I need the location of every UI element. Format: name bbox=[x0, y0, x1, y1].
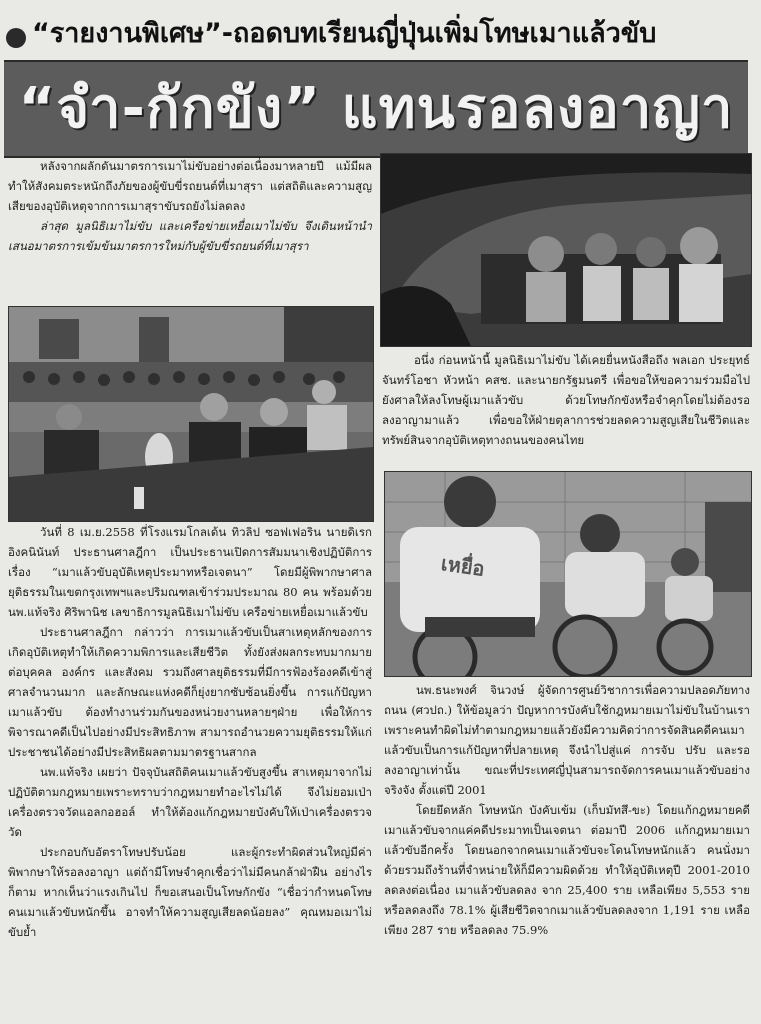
car-checkpoint-illustration bbox=[381, 154, 751, 346]
left-paragraph-1: วันที่ 8 เม.ย.2558 ที่โรงแรมโกลเด้น ทิวลิป ซอฟเฟอริน นายดิเรก อิงคนินันท์ ประธานศาลฎีกา เป็นประธานเปิดการสัมมนาเชิงปฏิบัติการ เรื่อง “เมาแล้วขับอุบัติเหตุประมาทหรือเจตนา” โดยมีผู้พิพากษาศาลยุติธรรมในเขตกรุงเทพฯและปริมณฑลเข้าร่วมประมาณ 80 คน พร้อมด้วย นพ.แท้จริง ศิริพานิช เลขาธิการมูลนิธิเมาไม่ขับ เครือข่ายเหยื่อเมาแล้วขับ bbox=[8, 525, 372, 619]
left-paragraph-2: ประธานศาลฎีกา กล่าวว่า การเมาแล้วขับเป็นสาเหตุหลักของการเกิดอุบัติเหตุทำให้เกิดความพิการและเสียชีวิต ทั้งยังส่งผลกระทบมากมายต่อบุคคล องค์กร และสังคม รวมถึงศาลยุติธรรมที่มีการฟ้องร้องคดีเข้าสู่ศาลจำนวนมาก และลักษณะแห่งคดีก็ยุ่งยากซับซ้อนยิ่งขึ้น การแก้ปัญหาเมาแล้วขับ ต้องทำงานร่วมกันของหน่วยงานหลายๆฝ่าย เพื่อให้การพิจารณาคดีเป็นไปอย่างมีประสิทธิภาพ สามารถอำนวยความยุติธรรมให้แก่ประชาชนได้อย่างมีประสิทธิผลตามมาตรฐานสากล bbox=[8, 625, 372, 759]
photo-car-checkpoint bbox=[380, 153, 752, 347]
headline-bar bbox=[4, 60, 748, 158]
right-paragraph-2: โดยยึดหลัก โทษหนัก บังคับเข้ม (เก็บมัทสึ-ขะ) โดยแก้กฎหมายคดีเมาแล้วขับจากแค่คดีประมาทเป็นเจตนา ต่อมาปี 2006 แก้กฎหมายเมาแล้วขับอีกครั้ง โดยนอกจากคนเมาแล้วขับจะโดนโทษหนักแล้ว คนนั่งมาด้วยรวมถึงร้านที่จำหน่ายให้ก็มีความผิดด้วย ทำให้อุบัติเหตุปี 2001-2010 ลดลงต่อเนื่อง เมาแล้วขับลดลง จาก 25,400 ราย เหลือเพียง 5,553 ราย หรือลดลงถึง 78.1% ผู้เสียชีวิตจากเมาแล้วขับลดลงจาก 1,191 ราย เหลือเพียง 287 ราย หรือลดลง 75.9% bbox=[384, 803, 750, 937]
shirt-text: เหยื่อ bbox=[439, 551, 487, 581]
right-top-paragraph: อนึ่ง ก่อนหน้านี้ มูลนิธิเมาไม่ขับ ได้เคยยื่นหนังสือถึง พลเอก ประยุทธ์ จันทร์โอชา หัวหน้า คสช. และนายกรัฐมนตรี เพื่อขอให้ขอความร่วมมือไปยังศาลให้ลงโทษผู้เมาแล้วขับ ด้วยโทษกักขังหรือจำคุกโดยไม่ต้องรอลงอาญามาแล้ว เพื่อขอให้ฝ่ายตุลาการช่วยลดความสูญเสียในชีวิตและทรัพย์สินจากอุบัติเหตุทางถนนของคนไทย bbox=[382, 353, 750, 447]
intro-paragraph-1: หลังจากผลักดันมาตรการเมาไม่ขับอย่างต่อเนื่องมาหลายปี แม้มีผลทำให้สังคมตระหนักถึงภัยของผู้ขับขี่รถยนต์ที่เมาสุรา แต่สถิติและความสูญเสียของอุบัติเหตุจากการเมาสุราขับรถยังไม่ลดลง bbox=[8, 159, 372, 213]
headline: “จำ-กักขัง” แทนรอลงอาญา bbox=[18, 76, 734, 141]
right-paragraph-1: นพ.ธนะพงศ์ จินวงษ์ ผู้จัดการศูนย์วิชาการเพื่อความปลอดภัยทางถนน (ศวปถ.) ให้ข้อมูลว่า ปัญหาการบังคับใช้กฎหมายเมาไม่ขับในบ้านเราเพราะคนทำผิดไม่ทำตามกฎหมายแล้วยังมีความคิดว่าการจัดสินคดีคนเมาแล้วขับเป็นการแก้ปัญหาที่ปลายเหตุ จึงนำไปสู่แค่ การจับ ปรับ และรอลงอาญาเท่านั้น ขณะที่ประเทศญี่ปุ่นสามารถจัดการคนเมาแล้วขับอย่างจริงจัง ตั้งแต่ปี 2001 bbox=[384, 683, 750, 797]
right-bottom-text bbox=[384, 680, 750, 1020]
bullet-icon bbox=[6, 28, 26, 48]
intro-paragraph-2: ล่าสุด มูลนิธิเมาไม่ขับ และเครือข่ายเหยื่อเมาไม่ขับ จึงเดินหน้านำเสนอมาตรการเข้มข้นมาตรการใหม่กับผู้ขับขี่รถยนต์ที่เมาสุรา bbox=[8, 219, 372, 253]
left-paragraph-3: นพ.แท้จริง เผยว่า ปัจจุบันสถิติคนเมาแล้วขับสูงขึ้น สาเหตุมาจากไม่ปฏิบัติตามกฎหมายเพราะทราบว่ากฎหมายทำอะไรไม่ได้ จึงไม่ยอมเป่าเครื่องตรวจวัดแอลกอฮอล์ ทำให้ต้องแก้กฎหมายบังคับให้เป่าเครื่องตรวจวัด bbox=[8, 765, 372, 839]
photo-victims bbox=[384, 471, 752, 677]
right-top-text bbox=[382, 350, 750, 468]
photo-seminar bbox=[8, 306, 374, 522]
left-bottom-text bbox=[8, 522, 372, 1022]
seminar-illustration bbox=[9, 307, 373, 521]
intro-text bbox=[8, 156, 372, 304]
kicker-title: “รายงานพิเศษ”-ถอดบทเรียนญี่ปุ่นเพิ่มโทษเมาแล้วขับ bbox=[32, 18, 657, 49]
left-paragraph-4: ประกอบกับอัตราโทษปรับน้อย และผู้กระทำผิดส่วนใหญ่มีค่าพิพากษาให้รอลงอาญา แต่ถ้ามีโทษจำคุกเชื่อว่าไม่มีคนกล้าฝ่าฝืน อย่างไรก็ตาม หากเห็นว่าแรงเกินไป ก็ขอเสนอเป็นโทษกักขัง “เชื่อว่ากำหนดโทษคนเมาแล้วขับหนักขึ้น อาจทำให้ความสูญเสียลดน้อยลง” คุณหมอเมาไม่ขับย้ำ bbox=[8, 845, 372, 939]
